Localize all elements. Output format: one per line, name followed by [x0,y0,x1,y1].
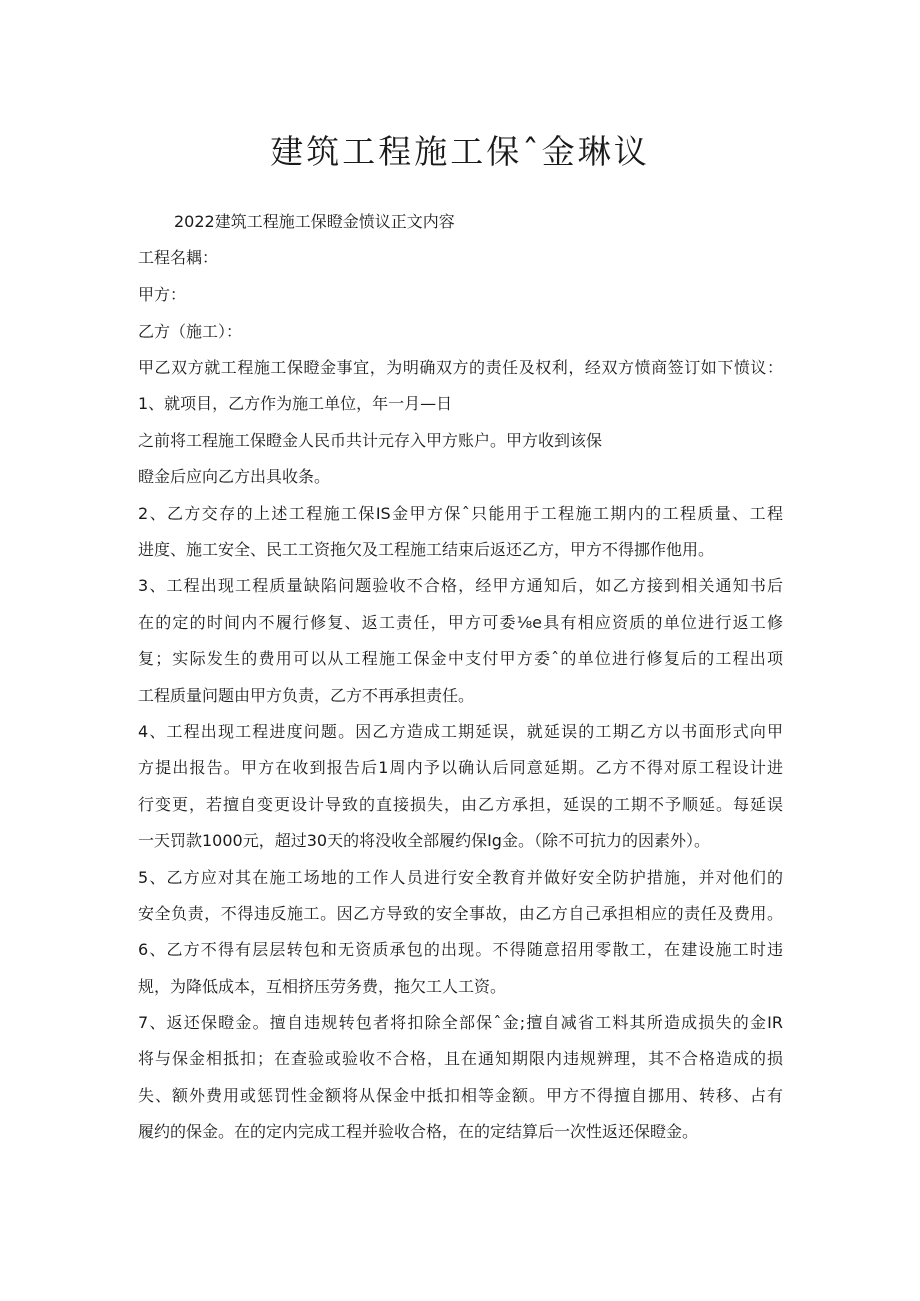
clause-7-line-4: 履约的保金。在的定内完成工程并验收合格，在的定结算后一次性返还保瞪金。 [138,1122,699,1141]
document-title: 建筑工程施工保ˆ金琳议 [270,132,650,171]
clause-3-line-4: 工程质量问题由甲方负责，乙方不再承担责任。 [138,686,475,705]
clause-3-line-2: 在的定的时间内不履行修复、返工责任，甲方可委⅛e具有相应资质的单位进行返工修 [138,613,783,632]
field-project-name: 工程名耦： [138,248,219,267]
clause-3-line-1: 3、工程出现工程质量缺陷问题验收不合格，经甲方通知后，如乙方接到相关通知书后 [138,576,783,595]
document-subtitle: 2022建筑工程施工保瞪金愤议正文内容 [174,212,455,231]
field-party-a: 甲方： [138,285,187,304]
clause-7-line-2: 将与保金相抵扣；在查验或验收不合格，且在通知期限内违规辨理，其不合格造成的损 [138,1049,783,1068]
clause-1-line-3: 瞪金后应向乙方出具收条。 [138,467,331,486]
clause-7-line-3: 失、额外费用或惩罚性金额将从保金中抵扣相等金额。甲方不得擅自挪用、转移、占有 [138,1086,783,1105]
clause-4-line-2: 方提出报告。甲方在收到报告后1周内予以确认后同意延期。乙方不得对原工程设计进 [138,758,783,777]
intro-line: 甲乙双方就工程施工保瞪金事宜，为明确双方的责任及权利，经双方愤商签订如下愤议： [138,358,783,377]
clause-5-line-1: 5、乙方应对其在施工场地的工作人员进行安全教育并做好安全防护措施，并对他们的 [138,868,783,887]
clause-3-line-3: 复；实际发生的费用可以从工程施工保金中支付甲方委ˆ的单位进行修复后的工程出项 [138,649,783,668]
clause-4-line-1: 4、工程出现工程进度问题。因乙方造成工期延误，就延误的工期乙方以书面形式向甲 [138,722,783,741]
clause-2-line-1: 2、乙方交存的上述工程施工保IS金甲方保ˆ只能用于工程施工期内的工程质量、工程 [138,504,783,523]
clause-4-line-3: 行变更，若擅自变更设计导致的直接损失，由乙方承担，延误的工期不予顺延。每延误 [138,795,783,814]
field-party-b: 乙方（施工）： [138,322,243,341]
clause-2-line-2: 进度、施工安全、民工工资拖欠及工程施工结束后返还乙方，甲方不得挪作他用。 [138,540,715,559]
clause-5-line-2: 安全负责，不得违反施工。因乙方导致的安全事故，由乙方自己承担相应的责任及费用。 [138,904,783,923]
clause-1-line-1: 1、就项目，乙方作为施工单位，年一月—日 [138,394,453,413]
clause-6-line-2: 规，为降低成本，互相挤压劳务费，拖欠工人工资。 [138,977,507,996]
clause-1-line-2: 之前将工程施工保瞪金人民币共计元存入甲方账户。甲方收到该保 [138,431,603,450]
clause-4-line-4: 一天罚款1000元，超过30天的将没收全部履约保Ig金。（除不可抗力的因素外）。 [138,831,710,850]
clause-6-line-1: 6、乙方不得有层层转包和无资质承包的出现。不得随意招用零散工，在建设施工时违 [138,940,783,959]
clause-7-line-1: 7、返还保瞪金。擅自违规转包者将扣除全部保ˆ金;擅自减省工料其所造成损失的金IR [138,1013,783,1032]
